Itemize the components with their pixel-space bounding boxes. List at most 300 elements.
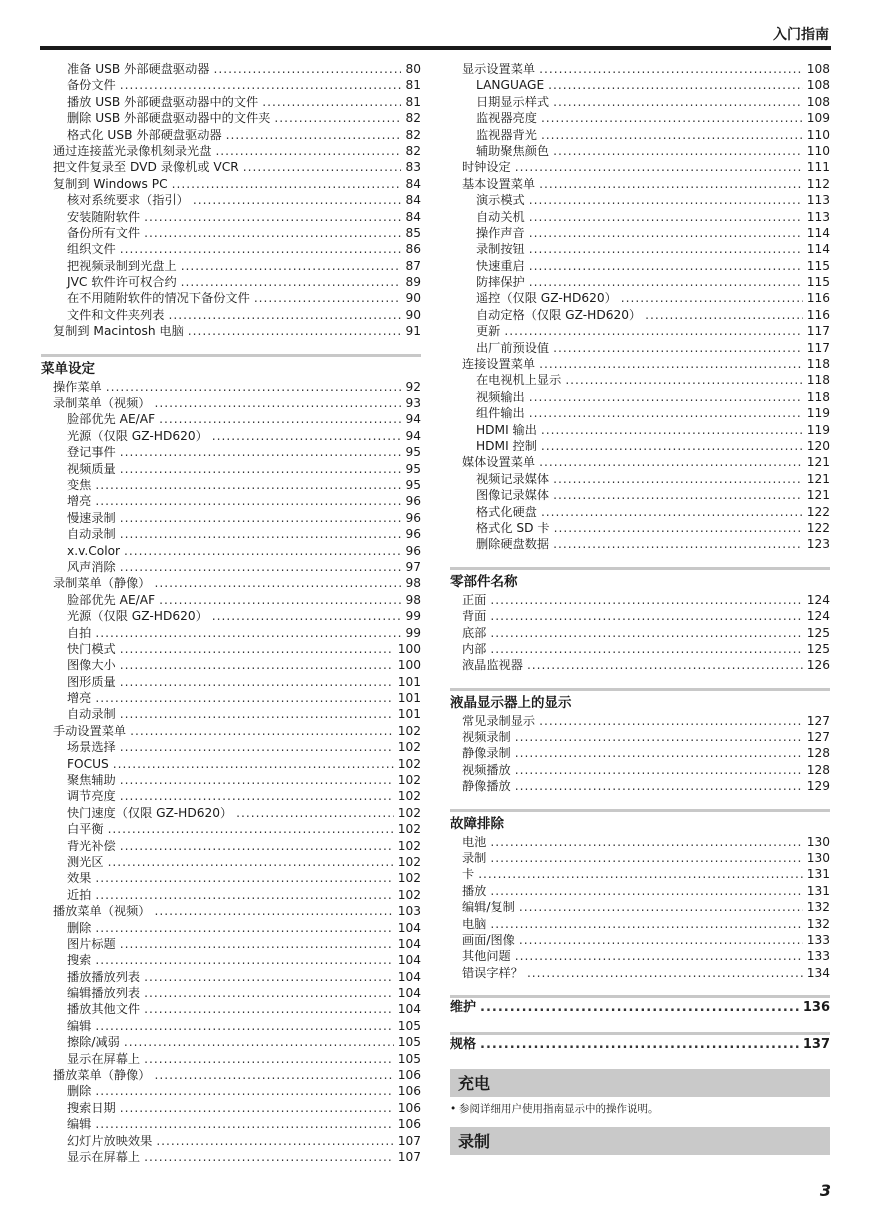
toc-entry-page: 82 (405, 127, 421, 142)
toc-entry-label: 在不用随附软件的情况下备份文件 (67, 291, 250, 306)
toc-entry-page: 131 (806, 883, 830, 898)
toc-entry[interactable] (53, 723, 421, 739)
leader-dots (478, 866, 803, 882)
toc-entry[interactable] (53, 985, 421, 1001)
leader-dots (553, 471, 803, 487)
toc-entry-label: 视频输出 (476, 389, 525, 404)
toc-entry[interactable] (462, 536, 830, 552)
toc-entry-page: 104 (397, 936, 421, 951)
leader-dots (120, 739, 394, 755)
leader-dots (226, 127, 402, 143)
toc-entry[interactable] (53, 575, 421, 591)
toc-entry-page: 128 (806, 746, 830, 761)
toc-entry-page: 104 (397, 1002, 421, 1017)
toc-entry-page: 84 (405, 209, 421, 224)
toc-entry[interactable] (462, 713, 830, 729)
toc-entry-label: JVC 软件许可权合约 (67, 275, 177, 290)
section-gap (462, 674, 830, 688)
toc-entry-page: 126 (806, 658, 830, 673)
toc-entry-label: 快速重启 (476, 258, 525, 273)
toc-entry[interactable] (462, 438, 830, 454)
toc-entry[interactable] (53, 756, 421, 772)
toc-entry-label: 删除 USB 外部硬盘驱动器中的文件夹 (67, 111, 271, 126)
toc-entry[interactable] (462, 520, 830, 536)
toc-entry[interactable] (53, 493, 421, 509)
toc-entry[interactable] (53, 526, 421, 542)
leader-dots (529, 192, 803, 208)
toc-entry-page: 129 (806, 779, 830, 794)
toc-entry[interactable] (462, 77, 830, 93)
toc-entry-page: 89 (405, 275, 421, 290)
toc-entry-label: 录制按钮 (476, 242, 525, 257)
toc-entry-page: 101 (397, 707, 421, 722)
toc-entry-label: 播放 (462, 883, 487, 898)
toc-entry-label: 场景选择 (67, 740, 116, 755)
leader-dots (621, 290, 803, 306)
toc-entry[interactable] (53, 936, 421, 952)
leader-dots (155, 395, 402, 411)
toc-entry[interactable] (462, 866, 830, 882)
toc-entry[interactable] (53, 1001, 421, 1017)
toc-entry-page: 132 (806, 900, 830, 915)
leader-dots (172, 176, 402, 192)
toc-entry[interactable] (53, 805, 421, 821)
toc-entry-page: 119 (806, 406, 830, 421)
toc-entry-page: 96 (405, 494, 421, 509)
leader-dots (120, 510, 402, 526)
toc-entry[interactable] (462, 405, 830, 421)
toc-entry-page: 106 (397, 1068, 421, 1083)
toc-entry[interactable] (53, 159, 421, 175)
toc-entry-page: 109 (806, 111, 830, 126)
toc-entry-label: 正面 (462, 592, 487, 607)
bullet-icon: • (450, 1103, 457, 1116)
toc-entry-page: 85 (405, 225, 421, 240)
toc-entry[interactable] (53, 61, 421, 77)
toc-entry-label: 增亮 (67, 494, 92, 509)
toc-entry[interactable] (53, 657, 421, 673)
toc-entry[interactable] (53, 307, 421, 323)
toc-entry[interactable] (462, 356, 830, 372)
toc-entry[interactable] (53, 559, 421, 575)
toc-entry-label: x.v.Color (67, 543, 121, 558)
toc-entry-label: FOCUS (67, 756, 109, 771)
page-header-title: 入门指南 (773, 27, 829, 43)
toc-entry-label: 演示模式 (476, 193, 525, 208)
toc-entry-page: 86 (405, 242, 421, 257)
leader-dots (124, 1034, 394, 1050)
leader-dots (95, 1083, 393, 1099)
leader-dots (181, 274, 402, 290)
toc-entry[interactable] (462, 192, 830, 208)
toc-entry-label: 核对系统要求（指引） (67, 193, 189, 208)
toc-entry[interactable] (462, 948, 830, 964)
leader-dots (515, 948, 803, 964)
leader-dots (120, 674, 394, 690)
toc-entry[interactable] (53, 241, 421, 257)
toc-entry-label: 删除 (67, 920, 92, 935)
toc-entry[interactable] (53, 625, 421, 641)
leader-dots (539, 176, 803, 192)
leader-dots (169, 307, 402, 323)
toc-entry-maintenance[interactable] (450, 998, 830, 1018)
leader-dots (212, 428, 402, 444)
leader-dots (490, 916, 802, 932)
toc-entry-label: 背面 (462, 609, 487, 624)
toc-entry-page: 102 (397, 789, 421, 804)
leader-dots (515, 729, 803, 745)
toc-entry-label: 搜索日期 (67, 1100, 116, 1115)
toc-entry[interactable] (53, 969, 421, 985)
toc-entry-label: 搜索 (67, 953, 92, 968)
toc-entry-page: 102 (397, 805, 421, 820)
toc-entry-label: 把文件复录至 DVD 录像机或 VCR (53, 160, 239, 175)
toc-entry-label: 基本设置菜单 (462, 176, 536, 191)
toc-group-troubleshooting (462, 834, 830, 982)
toc-entry[interactable] (462, 94, 830, 110)
toc-entry[interactable] (462, 454, 830, 470)
toc-entry-page: 127 (806, 730, 830, 745)
leader-dots (120, 772, 394, 788)
toc-entry[interactable] (462, 61, 830, 77)
leader-dots (490, 850, 802, 866)
toc-entry-label: 静像录制 (462, 746, 511, 761)
toc-entry-label: 编辑播放列表 (67, 986, 141, 1001)
leader-dots (529, 258, 803, 274)
toc-entry[interactable] (53, 379, 421, 395)
toc-entry-label: 自动录制 (67, 527, 116, 542)
toc-entry[interactable] (462, 657, 830, 673)
leader-dots (529, 209, 803, 225)
toc-entry[interactable] (462, 274, 830, 290)
toc-entry-label: 电脑 (462, 916, 487, 931)
toc-entry[interactable] (462, 504, 830, 520)
toc-entry[interactable] (462, 916, 830, 932)
chapter-heading-charging: 充电 (450, 1069, 830, 1097)
toc-entry[interactable] (462, 729, 830, 745)
toc-entry-page: 118 (806, 373, 830, 388)
leader-dots (193, 192, 402, 208)
toc-entry[interactable] (53, 143, 421, 159)
toc-entry-page: 108 (806, 62, 830, 76)
toc-entry[interactable] (53, 1116, 421, 1132)
leader-dots (527, 657, 803, 673)
toc-entry[interactable] (462, 176, 830, 192)
toc-entry-page: 130 (806, 834, 830, 849)
toc-entry[interactable] (53, 323, 421, 339)
toc-entry[interactable] (53, 920, 421, 936)
leader-dots (236, 805, 394, 821)
toc-entry[interactable] (53, 674, 421, 690)
toc-entry[interactable] (53, 952, 421, 968)
leader-dots (113, 756, 394, 772)
toc-entry[interactable] (53, 395, 421, 411)
toc-entry-label: 播放菜单（视频） (53, 904, 151, 919)
toc-entry-page: 80 (405, 62, 421, 76)
toc-entry[interactable] (53, 1034, 421, 1050)
toc-entry[interactable] (462, 209, 830, 225)
leader-dots (144, 1149, 394, 1165)
toc-entry[interactable] (462, 422, 830, 438)
toc-entry[interactable] (462, 323, 830, 339)
toc-entry-label: 组件输出 (476, 406, 525, 421)
toc-entry[interactable] (462, 290, 830, 306)
leader-dots (515, 745, 803, 761)
toc-group-parts (462, 592, 830, 674)
toc-entry[interactable] (462, 471, 830, 487)
toc-entry[interactable] (53, 838, 421, 854)
leader-dots (553, 143, 803, 159)
toc-entry-label: 自拍 (67, 625, 92, 640)
toc-entry[interactable] (53, 127, 421, 143)
toc-entry[interactable] (462, 487, 830, 503)
toc-entry[interactable] (462, 159, 830, 175)
toc-entry-page: 102 (397, 773, 421, 788)
leader-dots (529, 274, 803, 290)
toc-entry-label: 登记事件 (67, 445, 116, 460)
toc-entry[interactable] (53, 477, 421, 493)
toc-entry[interactable] (53, 258, 421, 274)
toc-entry-label: 聚焦辅助 (67, 773, 116, 788)
toc-entry[interactable] (53, 887, 421, 903)
toc-entry-page: 118 (806, 389, 830, 404)
toc-entry-page: 102 (397, 871, 421, 886)
toc-entry[interactable] (53, 176, 421, 192)
toc-entry[interactable] (53, 608, 421, 624)
leader-dots (480, 998, 799, 1018)
leader-dots (95, 493, 401, 509)
toc-entry-label: 组织文件 (67, 242, 116, 257)
toc-entry[interactable] (53, 510, 421, 526)
toc-entry-page: 84 (405, 193, 421, 208)
section-title-parts: 零部件名称 (450, 573, 518, 590)
toc-entry[interactable] (53, 641, 421, 657)
toc-entry-label: 错误字样？ (462, 965, 523, 980)
toc-entry[interactable] (53, 1083, 421, 1099)
toc-entry[interactable] (53, 274, 421, 290)
toc-entry[interactable] (462, 778, 830, 794)
leader-dots (480, 1035, 799, 1055)
toc-entry-label: 编辑/复制 (462, 900, 515, 915)
toc-entry[interactable] (53, 94, 421, 110)
leader-dots (527, 965, 803, 981)
toc-entry[interactable] (53, 1133, 421, 1149)
toc-entry-page: 104 (397, 969, 421, 984)
toc-left-column (41, 61, 421, 1165)
toc-entry-page: 105 (397, 1051, 421, 1066)
toc-entry-page: 97 (405, 559, 421, 574)
toc-entry-page: 125 (806, 625, 830, 640)
toc-entry[interactable] (462, 592, 830, 608)
toc-right-column (450, 61, 830, 1155)
toc-entry-label: 近拍 (67, 887, 92, 902)
toc-entry[interactable] (462, 641, 830, 657)
toc-entry-label: LANGUAGE (476, 78, 545, 93)
section-title-lcd: 液晶显示器上的显示 (450, 694, 572, 711)
toc-entry[interactable] (462, 307, 830, 323)
toc-entry-label: 备份所有文件 (67, 225, 141, 240)
toc-entry-label: 通过连接蓝光录像机刻录光盘 (53, 143, 212, 158)
toc-entry-label: 快门模式 (67, 641, 116, 656)
toc-entry[interactable] (53, 854, 421, 870)
toc-entry-page: 108 (806, 78, 830, 93)
toc-entry-label: 监视器背光 (476, 127, 537, 142)
toc-entry[interactable] (462, 883, 830, 899)
toc-entry-label: 幻灯片放映效果 (67, 1133, 153, 1148)
leader-dots (144, 969, 394, 985)
toc-entry-label: 卡 (462, 867, 475, 882)
leader-dots (541, 110, 803, 126)
leader-dots (490, 883, 802, 899)
toc-entry-page: 87 (405, 258, 421, 273)
toc-entry[interactable] (53, 428, 421, 444)
toc-entry[interactable] (462, 241, 830, 257)
toc-entry-label: 图形质量 (67, 674, 116, 689)
leader-dots (120, 1100, 394, 1116)
toc-entry[interactable] (53, 192, 421, 208)
leader-dots (95, 887, 393, 903)
toc-entry-label: 常见录制显示 (462, 713, 536, 728)
leader-dots (155, 575, 402, 591)
leader-dots (213, 61, 401, 77)
toc-entry-page: 134 (806, 965, 830, 980)
toc-entry[interactable] (462, 850, 830, 866)
toc-entry-page: 104 (397, 953, 421, 968)
toc-entry[interactable] (462, 225, 830, 241)
leader-dots (490, 592, 802, 608)
toc-entry[interactable] (462, 762, 830, 778)
leader-dots (120, 444, 402, 460)
toc-entry-label: 播放菜单（静像） (53, 1068, 151, 1083)
toc-entry[interactable] (53, 821, 421, 837)
leader-dots (106, 379, 402, 395)
toc-entry[interactable] (53, 225, 421, 241)
toc-entry[interactable] (462, 340, 830, 356)
toc-entry[interactable] (53, 592, 421, 608)
toc-entry[interactable] (53, 411, 421, 427)
toc-entry[interactable] (462, 258, 830, 274)
leader-dots (181, 258, 402, 274)
toc-entry[interactable] (53, 209, 421, 225)
toc-entry-page: 94 (405, 428, 421, 443)
toc-entry[interactable] (53, 77, 421, 93)
toc-entry-label: 安装随附软件 (67, 209, 141, 224)
toc-entry-page: 96 (405, 510, 421, 525)
toc-entry[interactable] (53, 739, 421, 755)
toc-entry-page: 125 (806, 641, 830, 656)
leader-dots (215, 143, 401, 159)
leader-dots (120, 526, 402, 542)
toc-entry[interactable] (462, 932, 830, 948)
toc-entry[interactable] (53, 1067, 421, 1083)
toc-entry[interactable] (462, 965, 830, 981)
toc-entry[interactable] (53, 1149, 421, 1165)
leader-dots (95, 870, 393, 886)
leader-dots (243, 159, 402, 175)
toc-entry[interactable] (53, 706, 421, 722)
toc-entry[interactable] (462, 625, 830, 641)
toc-entry-label: 图片标题 (67, 936, 116, 951)
toc-entry-page: 102 (397, 756, 421, 771)
toc-entry-specs[interactable] (450, 1035, 830, 1055)
toc-entry-label: 自动关机 (476, 209, 525, 224)
toc-entry[interactable] (462, 127, 830, 143)
toc-entry-label: 媒体设置菜单 (462, 455, 536, 470)
toc-entry[interactable] (462, 608, 830, 624)
toc-entry[interactable] (53, 1051, 421, 1067)
toc-entry-page: 107 (397, 1150, 421, 1164)
toc-entry-label: 自动定格（仅限 GZ-HD620） (476, 307, 642, 322)
toc-entry-label: 格式化 USB 外部硬盘驱动器 (67, 127, 222, 142)
toc-entry-page: 102 (397, 740, 421, 755)
toc-entry[interactable] (53, 461, 421, 477)
toc-entry[interactable] (53, 1100, 421, 1116)
leader-dots (159, 411, 401, 427)
toc-entry-page: 90 (405, 307, 421, 322)
leader-dots (120, 936, 394, 952)
leader-dots (120, 838, 394, 854)
leader-dots (504, 323, 802, 339)
toc-entry-label: 备份文件 (67, 78, 116, 93)
toc-entry[interactable] (462, 899, 830, 915)
toc-entry-page: 96 (405, 527, 421, 542)
toc-entry-label: HDMI 输出 (476, 422, 537, 437)
toc-entry-label: 变焦 (67, 477, 92, 492)
toc-entry-page: 133 (806, 932, 830, 947)
toc-entry[interactable] (53, 290, 421, 306)
toc-entry[interactable] (53, 1018, 421, 1034)
toc-entry[interactable] (53, 690, 421, 706)
toc-entry-page: 133 (806, 949, 830, 964)
toc-entry[interactable] (462, 110, 830, 126)
leader-dots (515, 762, 803, 778)
toc-entry-page: 110 (806, 127, 830, 142)
leader-dots (553, 536, 803, 552)
toc-entry[interactable] (53, 772, 421, 788)
section-gap (462, 1018, 830, 1032)
toc-entry-label: 视频质量 (67, 461, 116, 476)
leader-dots (254, 290, 402, 306)
leader-dots (490, 641, 802, 657)
leader-dots (519, 899, 803, 915)
toc-entry[interactable] (53, 444, 421, 460)
leader-dots (490, 834, 802, 850)
toc-entry[interactable] (462, 389, 830, 405)
toc-entry[interactable] (462, 372, 830, 388)
toc-entry[interactable] (53, 870, 421, 886)
toc-entry[interactable] (462, 143, 830, 159)
leader-dots (120, 657, 394, 673)
toc-entry-page: 101 (397, 691, 421, 706)
toc-entry[interactable] (53, 110, 421, 126)
toc-entry[interactable] (462, 834, 830, 850)
page-number: 3 (819, 1181, 831, 1200)
toc-entry-label: 视频录制 (462, 730, 511, 745)
toc-entry-page: 102 (397, 822, 421, 837)
toc-entry-label: 播放 USB 外部硬盘驱动器中的文件 (67, 94, 259, 109)
toc-entry-page: 96 (405, 543, 421, 558)
leader-dots (539, 713, 803, 729)
toc-entry[interactable] (53, 903, 421, 919)
toc-entry-label: 底部 (462, 625, 487, 640)
toc-entry-label: 更新 (476, 324, 501, 339)
toc-entry[interactable] (53, 788, 421, 804)
leader-dots (529, 405, 803, 421)
toc-entry[interactable] (462, 745, 830, 761)
toc-entry-page: 100 (397, 658, 421, 673)
toc-entry[interactable] (53, 543, 421, 559)
toc-entry-label: 显示在屏幕上 (67, 1051, 141, 1066)
